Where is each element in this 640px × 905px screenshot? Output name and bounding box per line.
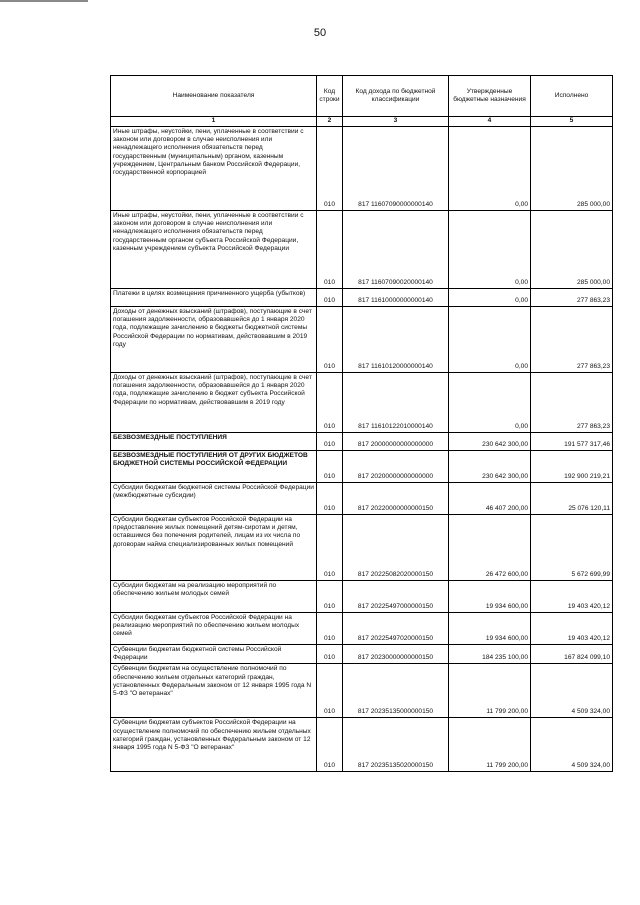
row-name-cell: Платежи в целях возмещения причиненного ущерба (убытков) [111, 289, 317, 307]
row-executed-cell: 167 824 099,10 [531, 645, 613, 664]
row-kbk-cell: 817 11610122010000140 [343, 373, 449, 433]
row-kbk-cell: 817 20235135000000150 [343, 664, 449, 718]
page-number: 50 [313, 27, 327, 39]
row-executed-cell: 5 672 699,99 [531, 515, 613, 581]
row-executed-cell: 19 403 420,12 [531, 613, 613, 645]
header-row-code: Код строки [317, 76, 343, 117]
row-name-cell: Иные штрафы, неустойки, пени, уплаченные в соответствии с законом или договором в случае неисполнения или ненадлежащего исполнения обязательств перед государственным (муниципальным) органом, казенным учреждением, Центральным банком Российской Федерации, государственной корпорацией [111, 127, 317, 211]
table-row [111, 645, 613, 664]
row-kbk-cell: 817 20235135020000150 [343, 718, 449, 772]
row-kbk-cell: 817 20225497000000150 [343, 581, 449, 613]
table-row [111, 127, 613, 211]
row-code-cell: 010 [317, 211, 343, 289]
row-kbk-cell: 817 11610120000000140 [343, 307, 449, 373]
row-code-cell: 010 [317, 483, 343, 515]
row-kbk-cell: 817 11607090000000140 [343, 127, 449, 211]
column-number-row [111, 117, 613, 127]
row-code-cell: 010 [317, 127, 343, 211]
row-code-cell: 010 [317, 515, 343, 581]
row-code-cell: 010 [317, 581, 343, 613]
row-kbk-cell: 817 20230000000000150 [343, 645, 449, 664]
header-approved: Утвержденные бюджетные назначения [449, 76, 531, 117]
row-kbk-cell: 817 20225497020000150 [343, 613, 449, 645]
table-row [111, 483, 613, 515]
row-code-cell: 010 [317, 373, 343, 433]
row-code-cell: 010 [317, 718, 343, 772]
row-kbk-cell: 817 20200000000000000 [343, 451, 449, 483]
row-kbk-cell: 817 11607090020000140 [343, 211, 449, 289]
row-executed-cell: 191 577 317,46 [531, 433, 613, 451]
row-kbk-cell: 817 11610000000000140 [343, 289, 449, 307]
row-approved-cell: 26 472 600,00 [449, 515, 531, 581]
column-number: 5 [531, 117, 613, 127]
header-executed: Исполнено [531, 76, 613, 117]
row-executed-cell: 25 076 120,11 [531, 483, 613, 515]
row-executed-cell: 285 000,00 [531, 211, 613, 289]
table-row [111, 289, 613, 307]
column-number: 1 [111, 117, 317, 127]
row-name-cell: Субсидии бюджетам бюджетной системы Российской Федерации (межбюджетные субсидии) [111, 483, 317, 515]
row-approved-cell: 11 799 200,00 [449, 664, 531, 718]
column-number: 3 [343, 117, 449, 127]
row-executed-cell: 285 000,00 [531, 127, 613, 211]
row-executed-cell: 277 863,23 [531, 307, 613, 373]
row-approved-cell: 19 934 600,00 [449, 613, 531, 645]
row-code-cell: 010 [317, 645, 343, 664]
row-approved-cell: 230 642 300,00 [449, 433, 531, 451]
row-name-cell: Субвенции бюджетам бюджетной системы Российской Федерации [111, 645, 317, 664]
row-kbk-cell: 817 20000000000000000 [343, 433, 449, 451]
row-approved-cell: 0,00 [449, 127, 531, 211]
row-code-cell: 010 [317, 613, 343, 645]
table-row [111, 613, 613, 645]
row-approved-cell: 19 934 600,00 [449, 581, 531, 613]
table-row [111, 211, 613, 289]
header-name: Наименование показателя [111, 76, 317, 117]
budget-execution-table [110, 75, 613, 772]
row-approved-cell: 0,00 [449, 373, 531, 433]
table-row [111, 515, 613, 581]
scan-edge-line [0, 0, 88, 2]
row-kbk-cell: 817 20225082020000150 [343, 515, 449, 581]
table-row [111, 433, 613, 451]
row-name-cell: БЕЗВОЗМЕЗДНЫЕ ПОСТУПЛЕНИЯ [111, 433, 317, 451]
table-row [111, 718, 613, 772]
row-code-cell: 010 [317, 307, 343, 373]
row-approved-cell: 0,00 [449, 289, 531, 307]
table-body [111, 127, 613, 772]
row-name-cell: Субвенции бюджетам субъектов Российской Федерации на осуществление полномочий по обеспечению жильем отдельных категорий граждан, установленных Федеральным законом от 12 января 1995 года N 5-ФЗ "О ветеранах" [111, 718, 317, 772]
column-number: 2 [317, 117, 343, 127]
row-name-cell: Доходы от денежных взысканий (штрафов), поступающие в счет погашения задолженности, образовавшейся до 1 января 2020 года, подлежащие зачислению в бюджет субъекта Российской Федерации по нормативам, действовавшим в 2019 году [111, 373, 317, 433]
row-approved-cell: 0,00 [449, 307, 531, 373]
row-name-cell: Субвенции бюджетам на осуществление полномочий по обеспечению жильем отдельных категорий граждан, установленных Федеральным законом от 12 января 1995 года N 5-ФЗ "О ветеранах" [111, 664, 317, 718]
row-approved-cell: 11 799 200,00 [449, 718, 531, 772]
table-row [111, 451, 613, 483]
row-approved-cell: 46 407 200,00 [449, 483, 531, 515]
row-executed-cell: 4 509 324,00 [531, 718, 613, 772]
header-kbk: Код дохода по бюджетной классификации [343, 76, 449, 117]
row-code-cell: 010 [317, 433, 343, 451]
row-executed-cell: 192 900 219,21 [531, 451, 613, 483]
row-approved-cell: 0,00 [449, 211, 531, 289]
row-executed-cell: 277 863,23 [531, 373, 613, 433]
row-kbk-cell: 817 20220000000000150 [343, 483, 449, 515]
table-row [111, 307, 613, 373]
row-name-cell: Доходы от денежных взысканий (штрафов), поступающие в счет погашения задолженности, образовавшейся до 1 января 2020 года, подлежащие зачислению в бюджеты бюджетной системы Российской Федерации по нормативам, действовавшим в 2019 году [111, 307, 317, 373]
table-row [111, 664, 613, 718]
row-approved-cell: 184 235 100,00 [449, 645, 531, 664]
table-row [111, 373, 613, 433]
row-name-cell: Иные штрафы, неустойки, пени, уплаченные в соответствии с законом или договором в случае неисполнения или ненадлежащего исполнения обязательств перед государственным органом субъекта Российской Федерации, казенным учреждением субъекта Российской Федерации [111, 211, 317, 289]
row-executed-cell: 4 509 324,00 [531, 664, 613, 718]
row-name-cell: Субсидии бюджетам на реализацию мероприятий по обеспечению жильем молодых семей [111, 581, 317, 613]
row-code-cell: 010 [317, 664, 343, 718]
table-row [111, 581, 613, 613]
row-name-cell: Субсидии бюджетам субъектов Российской Федерации на реализацию мероприятий по обеспечению жильем молодых семей [111, 613, 317, 645]
row-name-cell: БЕЗВОЗМЕЗДНЫЕ ПОСТУПЛЕНИЯ ОТ ДРУГИХ БЮДЖЕТОВ БЮДЖЕТНОЙ СИСТЕМЫ РОССИЙСКОЙ ФЕДЕРАЦИИ [111, 451, 317, 483]
row-code-cell: 010 [317, 289, 343, 307]
table-header-row [111, 76, 613, 117]
row-name-cell: Субсидии бюджетам субъектов Российской Федерации на предоставление жилых помещений детям-сиротам и детям, оставшимся без попечения родителей, лицам из их числа по договорам найма специализированных жилых помещений [111, 515, 317, 581]
row-executed-cell: 277 863,23 [531, 289, 613, 307]
row-approved-cell: 230 642 300,00 [449, 451, 531, 483]
column-number: 4 [449, 117, 531, 127]
row-code-cell: 010 [317, 451, 343, 483]
row-executed-cell: 19 403 420,12 [531, 581, 613, 613]
